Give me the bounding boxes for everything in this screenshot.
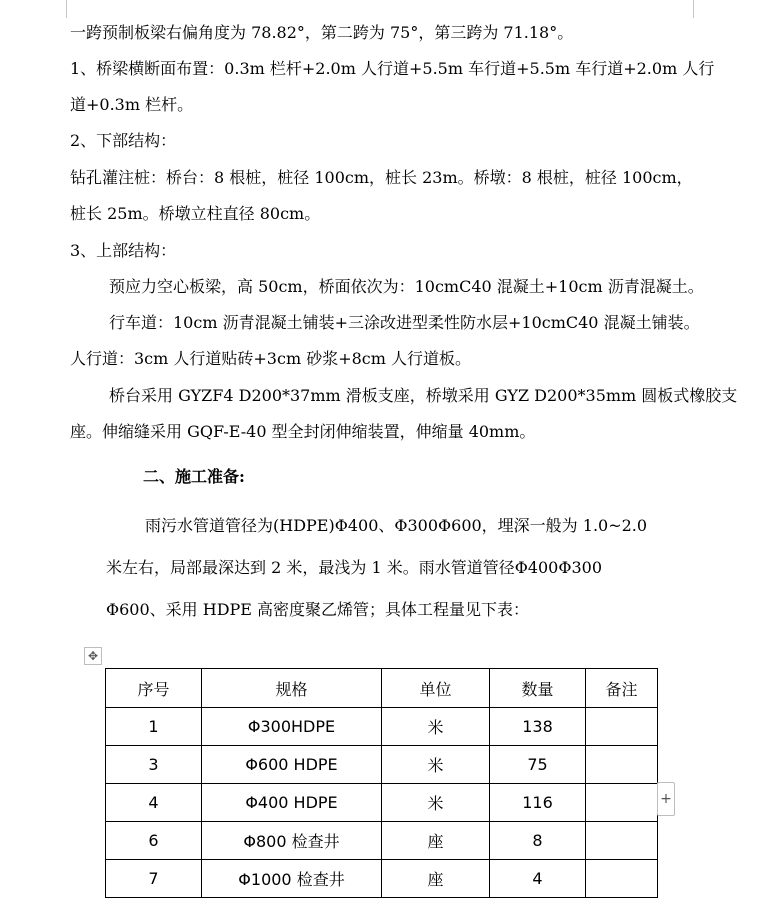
- quantity-table: [105, 668, 658, 898]
- table-cell: Φ300HDPE: [202, 708, 382, 746]
- paragraph-line: 座。伸缩缝采用 GQF-E-40 型全封闭伸缩装置，伸缩量 40mm。: [70, 422, 536, 441]
- table-cell: Φ800 检查井: [202, 822, 382, 860]
- paragraph-line: 桥台采用 GYZF4 D200*37mm 滑板支座，桥墩采用 GYZ D200*35mm 圆板式橡胶支: [109, 386, 738, 405]
- paragraph-line: 预应力空心板梁，高 50cm，桥面依次为：10cmC40 混凝土+10cm 沥青混凝土。: [109, 277, 704, 296]
- paragraph-line: 钻孔灌注桩：桥台：8 根桩，桩径 100cm，桩长 23m。桥墩：8 根桩，桩径 100cm，: [70, 168, 693, 187]
- paragraph-line: 1、桥梁横断面布置：0.3m 栏杆+2.0m 人行道+5.5m 车行道+5.5m 车行道+2.0m 人行: [70, 59, 715, 78]
- table-cell: 4: [106, 784, 202, 822]
- header-cell: 序号: [106, 669, 202, 708]
- header-cell: 单位: [382, 669, 490, 708]
- header-cell: 备注: [586, 669, 658, 708]
- table-move-handle-icon[interactable]: ✥: [84, 647, 102, 665]
- table-cell: 6: [106, 822, 202, 860]
- paragraph-line: 桩长 25m。桥墩立柱直径 80cm。: [70, 204, 321, 223]
- table-cell: [586, 746, 658, 784]
- table-cell: [586, 784, 658, 822]
- paragraph-line: 道+0.3m 栏杆。: [70, 95, 194, 114]
- paragraph-line: 行车道：10cm 沥青混凝土铺装+三涂改进型柔性防水层+10cmC40 混凝土铺装。: [109, 313, 700, 332]
- table-cell: 3: [106, 746, 202, 784]
- header-cell: 数量: [490, 669, 586, 708]
- table-cell: 75: [490, 746, 586, 784]
- table-cell: 米: [382, 746, 490, 784]
- table-cell: 座: [382, 860, 490, 898]
- table-cell: Φ1000 检查井: [202, 860, 382, 898]
- table-row: [106, 746, 658, 784]
- add-row-button[interactable]: +: [657, 782, 675, 816]
- paragraph-line: 人行道：3cm 人行道贴砖+3cm 砂浆+8cm 人行道板。: [70, 349, 472, 368]
- table-cell: Φ600 HDPE: [202, 746, 382, 784]
- paragraph-line: 米左右，局部最深达到 2 米，最浅为 1 米。雨水管道管径Φ400Φ300: [106, 558, 603, 577]
- table-row: [106, 708, 658, 746]
- table-cell: 米: [382, 784, 490, 822]
- table-cell: 138: [490, 708, 586, 746]
- table-cell: [586, 708, 658, 746]
- table-cell: 116: [490, 784, 586, 822]
- paragraph-line: Φ600、采用 HDPE 高密度聚乙烯管；具体工程量见下表：: [106, 600, 530, 619]
- table-cell: 8: [490, 822, 586, 860]
- header-cell: 规格: [202, 669, 382, 708]
- table-cell: [586, 822, 658, 860]
- table-cell: 座: [382, 822, 490, 860]
- table-row: [106, 822, 658, 860]
- section-heading: 二、施工准备:: [143, 467, 245, 486]
- table-cell: Φ400 HDPE: [202, 784, 382, 822]
- paragraph-line: 2、下部结构：: [70, 131, 177, 150]
- table-row: [106, 784, 658, 822]
- table-cell: 7: [106, 860, 202, 898]
- paragraph-line: 雨污水管道管径为(HDPE)Φ400、Φ300Φ600，埋深一般为 1.0~2.0: [145, 516, 648, 535]
- page-edge-left: [66, 0, 67, 18]
- paragraph-line: 3、上部结构：: [70, 241, 177, 260]
- table-header-row: [106, 669, 658, 708]
- table-cell: 1: [106, 708, 202, 746]
- page-edge-right: [693, 0, 694, 18]
- table-cell: 4: [490, 860, 586, 898]
- paragraph-line: 一跨预制板梁右偏角度为 78.82°，第二跨为 75°，第三跨为 71.18°。: [70, 23, 574, 42]
- table-cell: 米: [382, 708, 490, 746]
